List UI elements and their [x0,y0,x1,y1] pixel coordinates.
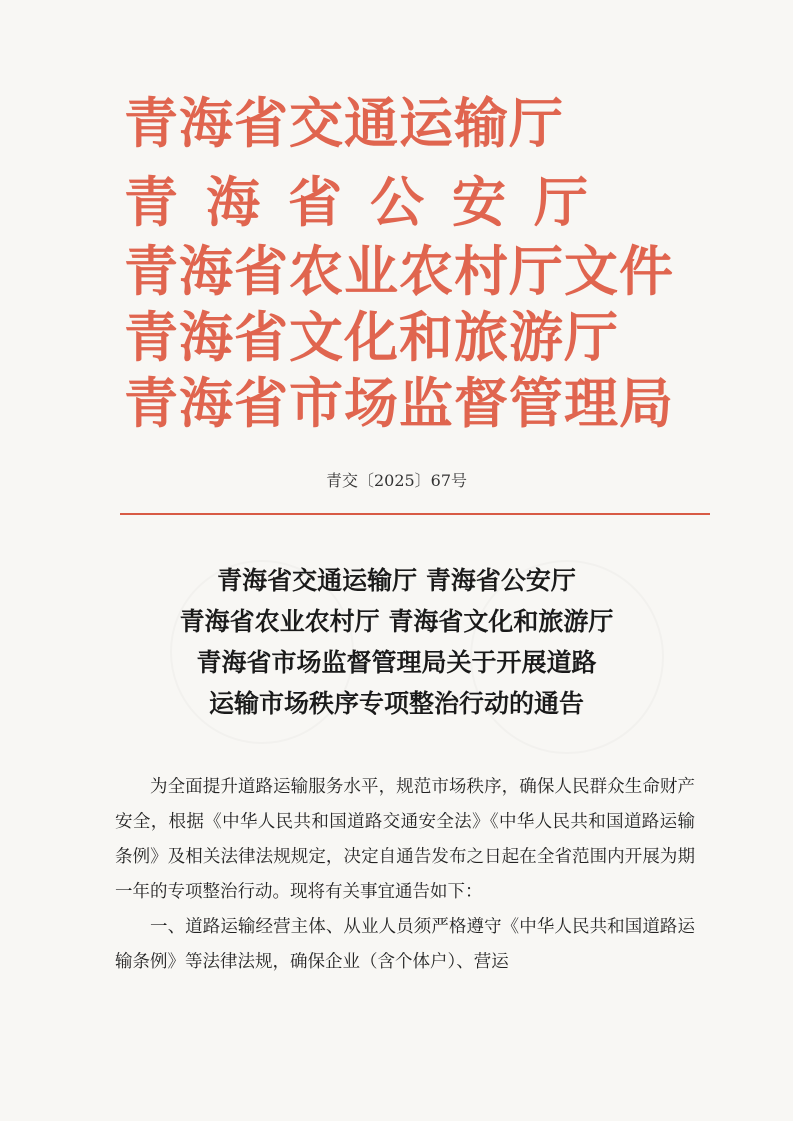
title-line-3: 青海省市场监督管理局关于开展道路 [196,648,597,677]
issuer-line-3: 青海省农业农村厅文件 [124,240,674,303]
notice-title [0,560,793,724]
body-paragraph-intro: 为全面提升道路运输服务水平，规范市场秩序，确保人民群众生命财产安全，根据《中华人民共和国道路交通安全法》《中华人民共和国道路运输条例》及相关法律法规规定，决定自通告发布之日起在全省范围内开展为期一年的专项整治行动。现将有关事宜通告如下： [115,777,695,902]
issuer-line-1: 青海省交通运输厅 [124,92,564,155]
issuer-line-2: 青海省公安厅 [124,171,616,234]
red-separator-rule [120,513,710,515]
document-number: 青交〔2025〕67号 [325,471,468,490]
issuer-line-4: 青海省文化和旅游厅 [124,306,619,369]
title-line-1: 青海省交通运输厅 青海省公安厅 [217,566,576,595]
title-line-4: 运输市场秩序专项整治行动的通告 [208,689,584,718]
body-paragraph-item-1: 一、道路运输经营主体、从业人员须严格遵守《中华人民共和国道路运输条例》等法律法规，确保企业（含个体户）、营运 [115,917,695,972]
title-line-2: 青海省农业农村厅 青海省文化和旅游厅 [179,607,614,636]
notice-body [115,770,695,980]
issuer-line-5: 青海省市场监督管理局 [124,372,674,435]
